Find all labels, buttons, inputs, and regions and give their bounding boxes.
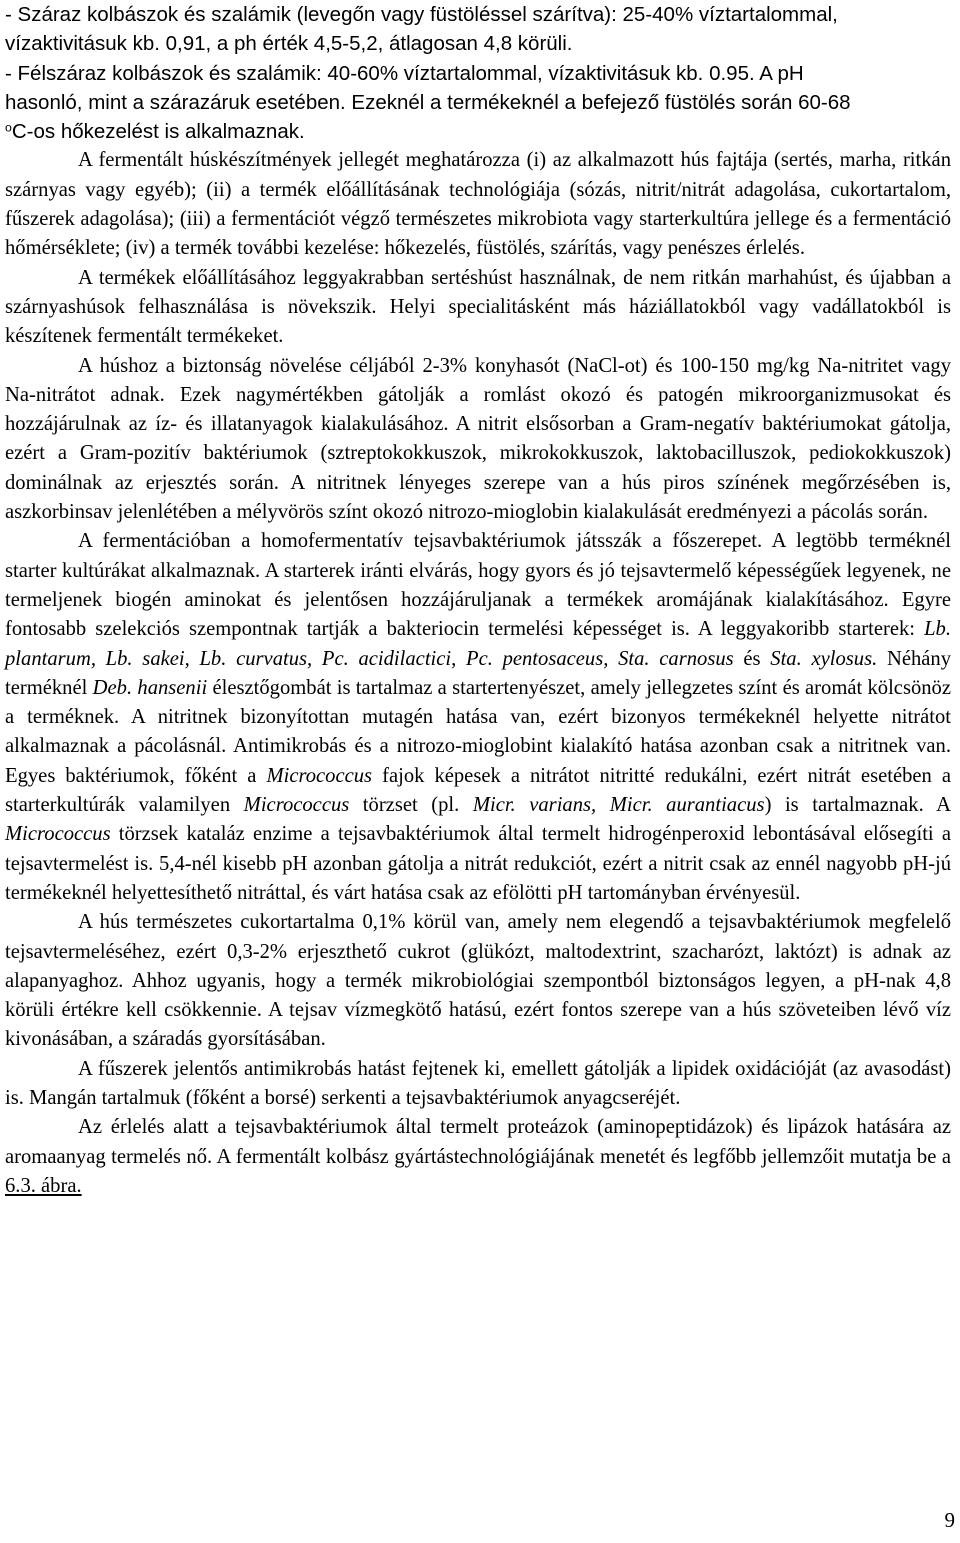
text-run: élesztőgombát is tartalmaz a startertenyészet, amely jellegzetes színt és aromát kölcsönöz a terméknek. A nitritnek bizonyítottan mutagén hatása van, ezért bizonyos termékeknél helyette nitrátot alkalmaznak a pácolásnál. Antimikrobás és a nitrozo-mioglobint kialakító hatása azonban csak a nitritnek van. Egyes baktériumok, főként a [5, 676, 951, 787]
species-name: Lb. plantarum, Lb. sakei, Lb. curvatus, Pc. acidilactici, Pc. pentosaceus, Sta. carnosus [5, 618, 951, 670]
text-run: ) is tartalmaznak. A [764, 794, 951, 817]
species-name: Micr. varians, Micr. aurantiacus [472, 794, 765, 817]
intro-line: - Száraz kolbászok és szalámik (levegőn vagy füstöléssel szárítva): 25-40% víztartalommal, [5, 3, 838, 26]
intro-line: - Félszáraz kolbászok és szalámik: 40-60% víztartalommal, vízaktivitásuk kb. 0.95. A pH [5, 61, 804, 85]
text-run: törzset (pl. [349, 794, 473, 817]
species-name: Deb. hansenii [92, 676, 208, 699]
paragraph: A termékek előállításához leggyakrabban sertéshúst használnak, de nem ritkán marhahúst, és újabban a szárnyashúsok felhasználása is növekszik. Helyi specialitásként más háziállatokból vagy vadállatokból is készítenek fermentált termékeket. [5, 266, 951, 348]
text-run: Néhány terméknél [5, 647, 952, 699]
page-number: 9 [944, 1508, 955, 1532]
body-text [5, 146, 951, 1201]
text-run: Az érlelés alatt a tejsavbaktériumok által termelt proteázok (aminopeptidázok) és lipázok hatására az aromaanyag termelés nő. A fermentált kolbász gyártástechnológiájának menetét és legfőbb jellemzőit mutatja be a [5, 1116, 951, 1168]
species-name: Sta. xylosus. [770, 647, 878, 670]
intro-line: vízaktivitásuk kb. 0,91, a ph érték 4,5-5,2, átlagosan 4,8 körüli. [5, 32, 573, 56]
paragraph: A fűszerek jelentős antimikrobás hatást fejtenek ki, emellett gátolják a lipidek oxidációját (az avasodást) is. Mangán tartalmuk (főként a borsé) serkenti a tejsavbaktériumok anyagcseréjét. [5, 1057, 951, 1109]
paragraph: A hús természetes cukortartalma 0,1% körül van, amely nem elegendő a tejsavbaktériumok megfelelő tejsavtermeléséhez, ezért 0,3-2% erjeszthető cukrot (glükózt, maltodextrint, szacharózt, laktózt) is adnak az alapanyaghoz. Ahhoz ugyanis, hogy a termék mikrobiológiai szempontból biztonságos legyen, a pH-nak 4,8 körüli értékre kell csökkennie. A tejsav vízmegkötő hatású, ezért fontos szerepe van a hús szöveteiben lévő víz kivonásában, a száradás gyorsításában. [5, 911, 951, 1051]
figure-link[interactable]: 6.3. ábra. [5, 1174, 82, 1197]
text-run: és [733, 647, 771, 670]
intro-line-text: C-os hőkezelést is alkalmaznak. [11, 120, 305, 144]
text-run: fajok képesek a nitrátot nitritté redukálni, ezért nitrát esetében a starterkultúrák valamilyen [5, 764, 952, 817]
paragraph [5, 527, 951, 908]
intro-line: hasonló, mint a szárazáruk esetében. Ezeknél a termékeknél a befejező füstölés során 60-68 [5, 90, 851, 114]
paragraph: A fermentált húskészítmények jellegét meghatározza (i) az alkalmazott hús fajtája (sertés, marha, ritkán szárnyas vagy egyéb); (ii) a termék előállításának technológiája (sózás, nitrit/nitrát adagolása, cukortartalom, fűszerek adagolása); (iii) a fermentációt végző természetes mikrobiota vagy starterkultúra jellege és a fermentáció hőmérséklete; (iv) a termék további kezelése: hőkezelés, füstölés, szárítás, vagy penészes érlelés. [5, 149, 951, 260]
species-name: Micrococcus [266, 764, 373, 787]
page-content [5, 0, 951, 1201]
text-run: törzsek kataláz enzime a tejsavbaktériumok által termelt hidrogénperoxid lebontásával elősegíti a tejsavtermelést is. 5,4-nél kisebb pH azonban gátolja a nitrát redukciót, ezért a nitrit csak az ennél nagyobb pH-jú termékeknél helyettesíthető nitráttal, és várt hatása csak az efölötti pH tartományban érvényesül. [5, 823, 951, 904]
paragraph: A húshoz a biztonság növelése céljából 2-3% konyhasót (NaCl-ot) és 100-150 mg/kg Na-nitritet vagy Na-nitrátot adnak. Ezek nagymértékben gátolják a romlást okozó és patogén mikroorganizmusokat és hozzájárulnak az íz- és illatanyagok kialakulásához. A nitrit elsősorban a Gram-negatív baktériumokat gátolja, ezért a Gram-pozitív baktériumok (sztreptokokkuszok, mikrokokkuszok, laktobacilluszok, pediokokkuszok) dominálnak az erjesztés során. A nitritnek lényeges szerepe van a hús piros színének megőrzésében is, aszkorbinsav jelenlétében a mélyvörös színt okozó nitrozo-mioglobin kialakulását eredményezi a pácolás során. [5, 354, 951, 524]
species-name: Micrococcus [243, 794, 350, 817]
text-run: A fermentációban a homofermentatív tejsavbaktériumok játsszák a főszerepet. A legtöbb terméknél starter kultúrákat alkalmaznak. A starterek iránti elvárás, hogy gyors és jó tejsavtermelő képességűek legyenek, ne termeljenek biogén aminokat és jelentősen hozzájáruljanak a termékek aromájának kialakításához. Egyre fontosabb szelekciós szempontnak tartják a bakteriocin termelési képességet is. A leggyakoribb starterek: [5, 530, 951, 641]
intro-line [5, 117, 951, 146]
sausage-categories [5, 0, 951, 146]
paragraph [5, 1113, 951, 1201]
degree-superscript: o [5, 120, 12, 135]
species-name: Micrococcus [5, 823, 111, 846]
